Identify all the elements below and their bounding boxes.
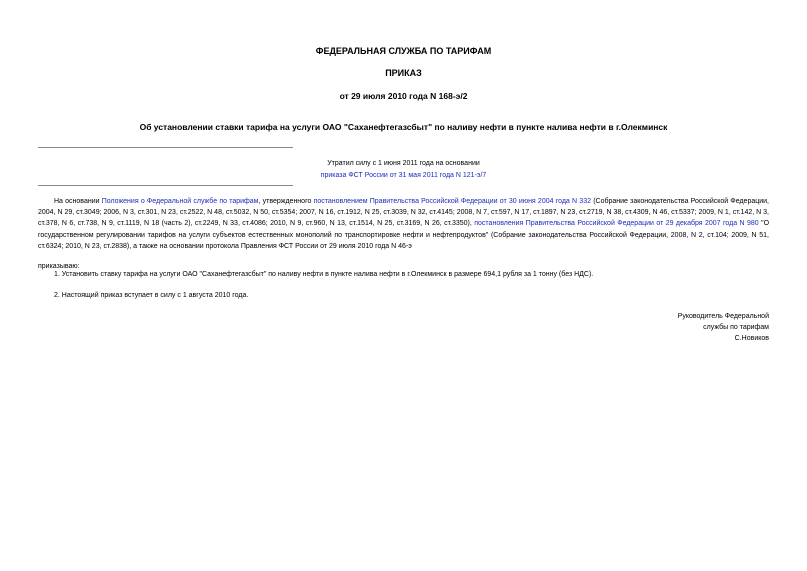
preamble-text-1: На основании: [54, 198, 102, 205]
link-resolution-332[interactable]: постановлением Правительства Российской Федерации от 30 июня 2004 года N 332: [313, 198, 591, 205]
document-date-number: от 29 июля 2010 года N 168-э/2: [339, 91, 468, 101]
repeal-notice: [0, 158, 807, 182]
preamble-text-4: "О государственном регулировании тарифов на услуги субъектов естественных монополий по транспортировке нефти и нефтепродуктов" (Собрание законодательства Российской Федерации, 2008, N 2, ст.104; 2009, N 51, ст.6324; 2010, N 23, ст.2838), а также на основании протокола Правления ФСТ России от 29 июля 2010 года N 46-э: [38, 220, 770, 250]
document-type: ПРИКАЗ: [385, 68, 422, 78]
repeal-link[interactable]: приказа ФСТ России от 31 мая 2011 года N 121-э/7: [320, 172, 487, 179]
link-resolution-980[interactable]: постановления Правительства Российской Федерации от 29 декабря 2007 года N 980: [474, 220, 759, 228]
preamble-paragraph: [38, 196, 769, 252]
document-title: Об установлении ставки тарифа на услуги ОАО "Саханефтегазсбыт" по наливу нефти в пункте налива нефти в г.Олекминск: [139, 122, 668, 132]
signature-position-2: службы по тарифам: [703, 324, 769, 332]
orders-label: приказываю:: [38, 263, 80, 270]
signature-name: С.Новиков: [734, 335, 769, 343]
agency-name: ФЕДЕРАЛЬНАЯ СЛУЖБА ПО ТАРИФАМ: [315, 46, 492, 56]
signature-position-1: Руководитель Федеральной: [677, 313, 769, 320]
preamble-text-3: (Собрание законодательства Российской Федерации, 2004, N 29, ст.3049; 2006, N 3, ст.301, N 23, ст.2522, N 48, ст.5032, N 50, ст.5354; 2007, N 16, ст.1912, N 25, ст.3039, N 32, ст.4145; 2008, N 7, ст.597, N 17, ст.1897, N 23, ст.2719, N 38, ст.4309, N 46, ст.5337; 2009, N 1, ст.142, N 3, ст.378, N 6, ст.738, N 9, ст.1119, N 18 (часть 2), ст.2249, N 33, ст.4086; 2010, N 9, ст.960, N 13, ст.1514, N 25, ст.3169, N 26, ст.3350),: [38, 198, 769, 228]
divider-top: [38, 147, 293, 148]
repeal-text: Утратил силу с 1 июня 2011 года на основании: [327, 160, 480, 167]
link-regulation-fst[interactable]: Положения о Федеральной службе по тарифам: [101, 198, 259, 205]
divider-bottom: [38, 185, 293, 186]
order-item-1: 1. Установить ставку тарифа на услуги ОАО "Саханефтегазсбыт" по наливу нефти в пункте налива нефти в г.Олекминск в размере 694,1 рубля за 1 тонну (без НДС).: [54, 271, 594, 278]
signature-block: [678, 311, 769, 345]
order-item-2: 2. Настоящий приказ вступает в силу с 1 августа 2010 года.: [54, 292, 249, 299]
preamble-text-2: , утвержденного: [258, 198, 314, 205]
